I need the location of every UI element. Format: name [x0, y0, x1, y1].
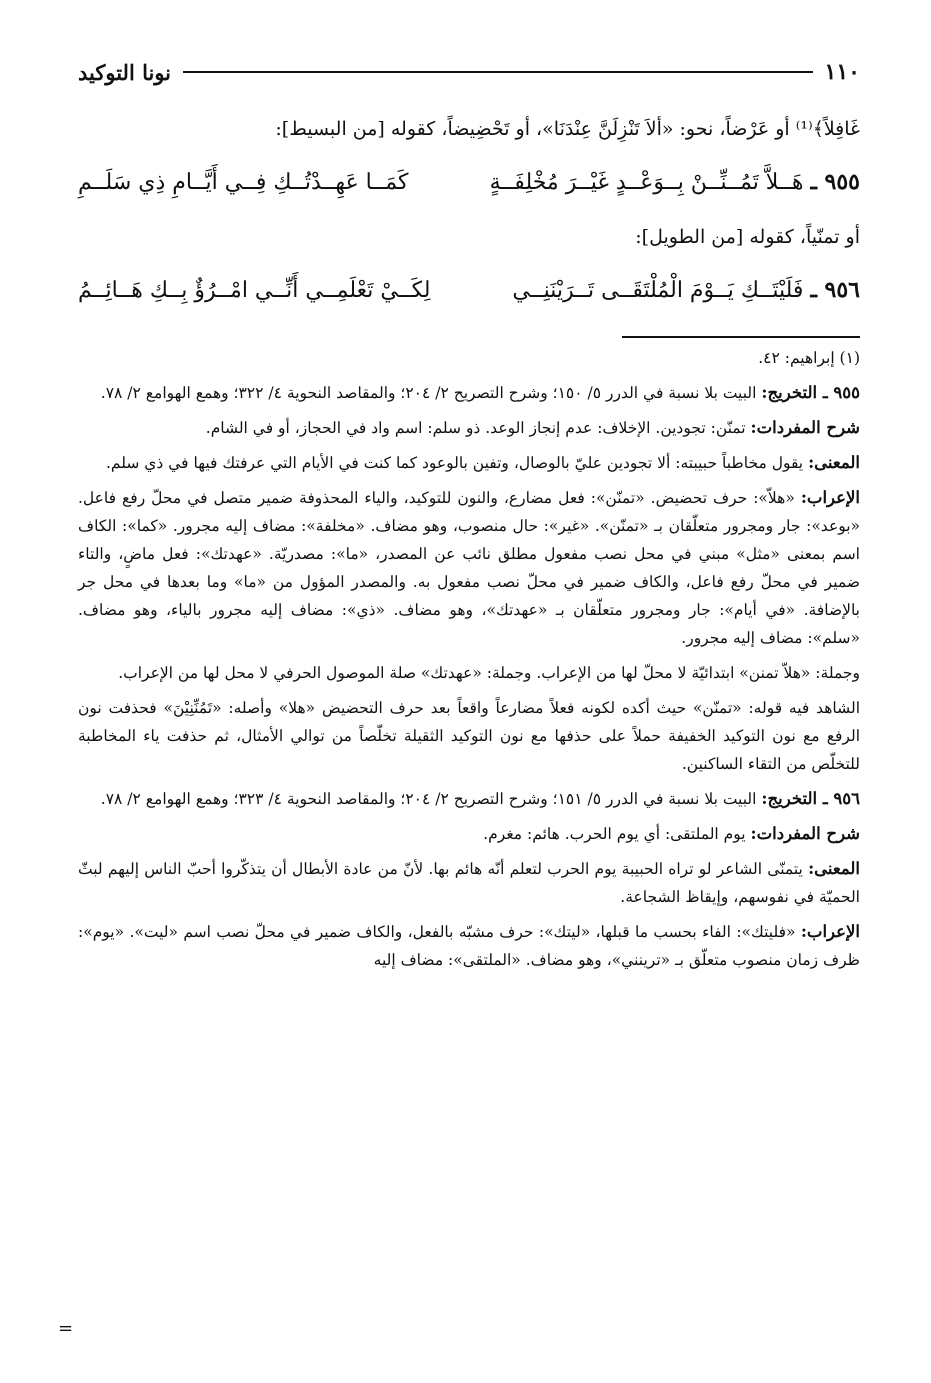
running-title: نونا التوكيد — [78, 59, 172, 85]
book-page — [78, 52, 860, 981]
jumla-955: وجملة: «هلاّ تمنن» ابتدائيّة لا محلّ لها من الإعراب. وجملة: «عهدتك» صلة الموصول الحرفي لا محل لها من الإعراب. — [118, 664, 860, 682]
verse-956-first-hemistich: ٩٥٦ ـ فَلَيْتَــكِ يَــوْمَ الْمُلْتَقَــى تَــرَيْنَنِــي — [512, 277, 860, 303]
maana-956: المعنى: يتمنّى الشاعر لو تراه الحبيبة يوم الحرب لتعلم أنّه هائم بها. لأنّ من عادة الأبطال أن يتذكّروا أحبّ الناس إليهم لبثّ الحميّة في نفوسهم، وإيقاظ الشجاعة. — [78, 859, 860, 906]
footnotes — [78, 344, 860, 974]
verse-956-second-hemistich: لِكَــيْ تَعْلَمِــي أَنِّــي امْــرُؤٌ بِــكِ هَــائِــمُ — [78, 277, 431, 303]
page-number: ١١٠ — [824, 59, 860, 85]
page-header — [78, 52, 860, 92]
irab-956: الإعراب: «فليتك»: الفاء بحسب ما قبلها، «ليتك»: حرف مشبّه بالفعل، والكاف ضمير في محلّ نصب اسم «ليت». «يوم»: ظرف زمان منصوب متعلّق بـ «ترينني»، وهو مضاف. «الملتقى»: مضاف إليه — [78, 922, 860, 969]
takhrij-956: ٩٥٦ ـ التخريج: البيت بلا نسبة في الدرر ٥/ ١٥١؛ وشرح التصريح ٢/ ٢٠٤؛ والمقاصد النحوية ٤/ ٣٢٣؛ وهمع الهوامع ٢/ ٧٨. — [100, 789, 860, 808]
takhrij-955: ٩٥٥ ـ التخريج: البيت بلا نسبة في الدرر ٥/ ١٥٠؛ وشرح التصريح ٢/ ٢٠٤؛ والمقاصد النحوية ٤/ ٣٢٢؛ وهمع الهوامع ٢/ ٧٨. — [100, 383, 860, 402]
verse-955-second-hemistich: كَمَــا عَهِــدْتُــكِ فِــي أَيَّــامِ ذِي سَلَــمِ — [78, 169, 409, 195]
intro-line: غَافِلاً﴾⁽¹⁾ أو عَرْضاً، نحو: «ألاَ تَنْزِلَنَّ عِنْدَنَا»، أو تَحْضِيضاً، كقوله [من البسيط]: — [275, 118, 860, 140]
mufradat-956: شرح المفردات: يوم الملتقى: أي يوم الحرب. هائم: مغرم. — [483, 824, 860, 843]
shahid-955: الشاهد فيه قوله: «تمنّن» حيث أكده لكونه فعلاً مضارعاً واقعاً بعد حرف التحضيض «هلا» وأصله: «تَمُنِّنِيْنَ» فحذفت نون الرفع مع نون التوكيد الخفيفة حملاً على حذفها مع نون التوكيد الثقيلة تخلّصاً من توالي الأمثال، ثم حذفت ياء المخاطبة للتخلّص من التقاء الساكنين. — [78, 699, 860, 773]
verse-955 — [78, 162, 860, 202]
verse-number: ٩٥٦ ـ — [810, 277, 860, 303]
mid-line: أو تمنّياً، كقوله [من الطويل]: — [635, 226, 860, 248]
verse-956 — [78, 270, 860, 310]
irab-955: الإعراب: «هلاّ»: حرف تحضيض. «تمنّن»: فعل مضارع، والنون للتوكيد، والياء المحذوفة ضمير متصل في محلّ رفع فاعل. «بوعد»: جار ومجرور متعلّقان بـ «تمنّن». «غير»: حال منصوب، وهو مضاف. «مخلفة»: مضاف إليه مجرور. «كما»: الكاف اسم بمعنى «مثل» مبني في محل نصب مفعول مطلق نائب عن المصدر، «ما»: مصدريّة. «عهدتك»: فعل ماضٍ، والتاء ضمير في محلّ رفع فاعل، والكاف ضمير في محلّ نصب مفعول به. والمصدر المؤول من «ما» وما بعدها في محل جر بالإضافة. «في أيام»: جار ومجرور متعلّقان بـ «عهدتك»، وهو مضاف. «ذي»: مضاف إليه مجرور بالياء، وهو مضاف. «سلم»: مضاف إليه مجرور. — [78, 488, 860, 647]
continuation-mark: = — [58, 1318, 74, 1339]
maana-955: المعنى: يقول مخاطباً حبيبته: ألا تجودين عليّ بالوصال، وتفين بالوعود كما كنت في الأيام التي عرفتك فيها في ذي سلم. — [105, 453, 860, 472]
verse-number: ٩٥٥ ـ — [810, 169, 860, 195]
mufradat-955: شرح المفردات: تمنّن: تجودين. الإخلاف: عدم إنجاز الوعد. ذو سلم: اسم واد في الحجاز، أو في الشام. — [205, 418, 860, 437]
footnote-1: (١) إبراهيم: ٤٢. — [758, 349, 860, 367]
footnote-separator — [622, 336, 860, 338]
header-rule — [183, 71, 813, 73]
verse-955-first-hemistich: ٩٥٥ ـ هَــلاَّ تَمُــنِّــنْ بِــوَعْــدٍ غَيْــرَ مُخْلِفَــةٍ — [489, 169, 860, 195]
